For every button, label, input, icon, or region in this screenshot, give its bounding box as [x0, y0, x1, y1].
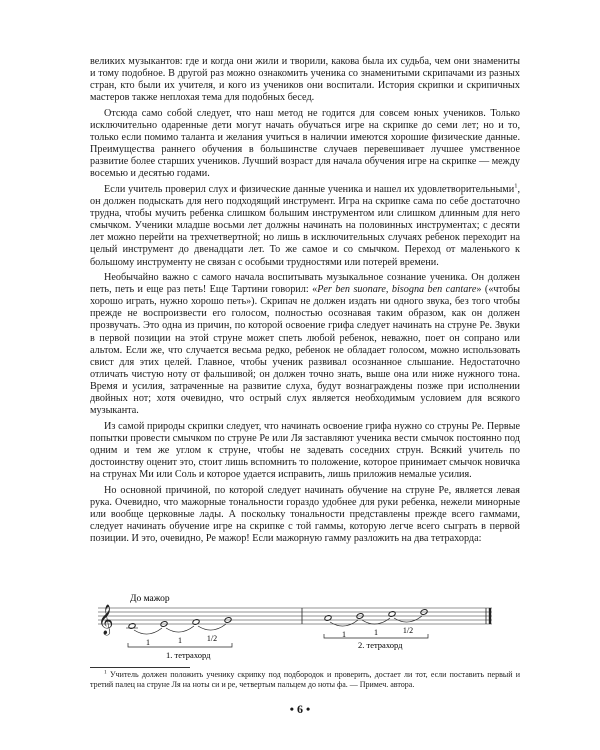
paragraph-6: Но основной причиной, по которой следует начинать обучение на струне Ре, является левая рука. Очевидно, что мажорные тональности гораздо удобнее для руки ребенка, нежели минорные или вообще церковные лады. А поскольку тональности представлены прежде всего гаммами, следует начинать обучение игре на скрипке с той гаммы, которую легче всего сыграть в первой позиции. И это, очевидно, Ре мажор! Если мажорную гамму разложить на два тетрахорда:: [90, 484, 520, 545]
interval-slur: [198, 624, 226, 630]
footnote-ref: 1: [514, 182, 518, 190]
interval-slur: [362, 618, 390, 624]
paragraph-3: [90, 184, 520, 269]
tetrachord-2-label: 2. тетрахорд: [358, 640, 403, 650]
whole-note: [192, 619, 200, 626]
tetrachord-1-label: 1. тетрахорд: [166, 650, 211, 660]
paragraph-5: Из самой природы скрипки следует, что начинать освоение грифа нужно со струны Ре. Первые попытки провести смычком по струне Ре или Ля заставляют ученика вести смычок постоянно под одним и тем же углом к струне, чтобы не задевать соседних струн. Всякий учитель по достоинству оценит это, стоит лишь вспомнить то положение, которое принимает смычок новичка на струнах Ми или Соль и которое удается исправить, лишь приложив немалые усилия.: [90, 420, 520, 481]
interval-label: 1: [178, 636, 182, 645]
footnote-rule: [90, 667, 190, 668]
interval-slur: [134, 628, 162, 634]
interval-label: 1: [374, 628, 378, 637]
body-text: [90, 56, 520, 549]
paragraph-3-text: Если учитель проверил слух и физические данные ученика и нашел их удовлетворительными$^1$, он должен подыскать для него подходящий инструмент. Игра на скрипке сама по себе достаточно трудна, чтобы мучить ребенка слишком большим инструментом или слишком длинным для него смычком. Ученики младше восьми лет должны начинать на половинных инструментах; с десяти лет можно перейти на трехчетвертной; но лишь в исключительных случаях ребенок переходит на целый инструмент до двенадцати лет. То же самое и со смычком. Переход от маленького к большому инструменту не связан с особыми трудностями или потерей времени.: [90, 182, 520, 268]
music-staff: [90, 590, 520, 662]
interval-label: 1/2: [402, 626, 414, 635]
paragraph-1: великих музыкантов: где и когда они жили и творили, какова была их судьба, чем они знамениты и тому подобное. В другой раз можно ознакомить ученика со знаменитыми скрипачами из разных стран, кто были их учителя, и кого из учеников они воспитали. История скрипки и скрипичных мастеров также неплохая тема для подобных бесед.: [90, 56, 520, 104]
staff-lines: [98, 608, 492, 624]
interval-slur: [330, 620, 358, 626]
key-label: До мажор: [130, 594, 170, 604]
interval-label: 1: [146, 638, 150, 647]
interval-label: 1/2: [206, 634, 218, 643]
italic-quote: Per ben suonare, bisogna ben cantare: [317, 284, 477, 296]
paragraph-4: [90, 272, 520, 417]
whole-note: [388, 611, 396, 618]
interval-slur: [166, 626, 194, 632]
paragraph-4-text: Необычайно важно с самого начала воспитывать музыкальное сознание ученика. Он должен петь, петь и еще раз петь! Еще Тартини говорил: «Per ben suonare, bisogna ben cantare» («чтобы хорошо играть, нужно хорошо петь»). Скрипач не должен издать ни одного звука, без того чтобы прежде не воспроизвести его голосом, полностью осознавая таким образом, как он должен прозвучать. Это одна из причин, по которой освоение грифа следует начинать на струне Ре. Звуки в первой позиции на этой струне может спеть любой ребенок, неважно, поет он сопрано или альтом. Если же, что случается весьма редко, ребенок не обладает голосом, можно использовать свист для этих целей. Главное, чтобы ученик развивал осознанное слышание. Недостаточно отличать чистую ноту от фальшивой; он должен точно знать, выше она или ниже нужного тона. Время и усилия, затраченные на развитие слуха, будут вознаграждены позже при исполнении двойных нот; хотя очевидно, что острый слух является необходимым условием для всякого музыканта.: [90, 272, 520, 417]
interval-slur: [394, 616, 422, 622]
page-number: • 6 •: [289, 702, 311, 716]
footnote-text: Учитель должен положить ученику скрипку под подбородок и проверить, достает ли тот, если поставить первый и третий палец на струне Ля на ноты си и ре, четвертым пальцем до ноты фа. — Примеч. автора.: [90, 670, 520, 689]
music-example: [90, 590, 520, 662]
paragraph-2: Отсюда само собой следует, что наш метод не годится для совсем юных учеников. Только исключительно одаренные дети могут начать обучаться игре на скрипке до семи лет; но и то, только если помимо таланта и желания учиться в наличии имеются хорошие физические данные. Преимущества раннего обучения в большинстве случаев перевешивает лучшее умственное развитие более старших учеников. Лучший возраст для начала обучения игре на скрипке — между восемью и десятью годами.: [90, 107, 520, 180]
whole-note: [324, 615, 332, 622]
treble-clef-icon: 𝄞: [98, 605, 114, 634]
whole-note: [128, 623, 136, 630]
footnote: [90, 670, 520, 690]
footnote-number: 1: [104, 669, 107, 676]
slurs: [134, 616, 422, 634]
interval-label: 1: [342, 630, 346, 639]
